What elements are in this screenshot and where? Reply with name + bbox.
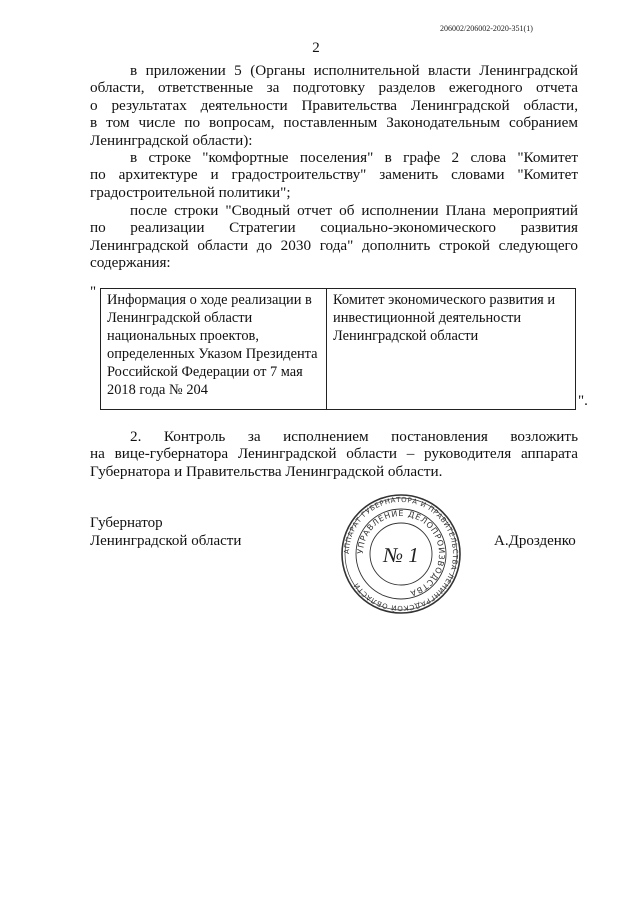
- after-row-line: Ленинградской области до 2030 года" дополнить строкой следующего: [90, 236, 578, 254]
- intro-line: области, ответственные за подготовку разделов ежегодного отчета: [90, 79, 578, 97]
- seal-outer-text: АППАРАТ ГУБЕРНАТОРА И ПРАВИТЕЛЬСТВА ЛЕНИНГРАДСКОЙ ОБЛАСТИ: [342, 495, 460, 613]
- signatory-name: А.Дрозденко: [494, 533, 576, 549]
- after-row-line: содержания:: [90, 254, 171, 272]
- table-row: [101, 289, 576, 410]
- after-row-line: по реализации Стратегии социально-экономического развития: [90, 219, 578, 237]
- row-change-line: градостроительной политики";: [90, 183, 291, 201]
- signatory-title-line1: Губернатор: [90, 515, 163, 531]
- seal-number: № 1: [383, 543, 419, 567]
- intro-paragraph: [90, 62, 578, 149]
- table-cell-committee: Комитет экономического развития и инвестиционной деятельности Ленинградской области: [327, 289, 576, 410]
- seal-inner-text: УПРАВЛЕНИЕ ДЕЛОПРОИЗВОДСТВА: [355, 508, 447, 598]
- row-change-line: в строке "комфортные поселения" в графе 2 слова "Комитет: [130, 149, 578, 166]
- after-row-paragraph: [90, 202, 578, 272]
- item2-line: Губернатора и Правительства Ленинградской области.: [90, 462, 443, 480]
- inserted-row-table: [100, 288, 576, 410]
- close-quote: ".: [578, 393, 588, 409]
- signatory-title: [90, 514, 241, 550]
- intro-line: в приложении 5 (Органы исполнительной власти Ленинградской: [130, 62, 578, 79]
- intro-line: о результатах деятельности Правительства Ленинградской области,: [90, 96, 578, 114]
- row-change-paragraph: [90, 149, 578, 201]
- item2-line: 2. Контроль за исполнением постановления возложить: [130, 428, 578, 445]
- after-row-line: после строки "Сводный отчет об исполнении Плана мероприятий: [130, 202, 578, 219]
- open-quote: ": [90, 284, 97, 300]
- item2-paragraph: [90, 428, 578, 480]
- page-number: 2: [312, 40, 320, 56]
- intro-line: в том числе по вопросам, поставленным Законодательным собранием: [90, 114, 578, 132]
- table-cell-info: Информация о ходе реализации в Ленинградской области национальных проектов, определенных Указом Президента Российской Федерации от 7 мая 2018 года № 204: [101, 289, 327, 410]
- item2-line: на вице-губернатора Ленинградской области – руководителя аппарата: [90, 445, 578, 463]
- row-change-line: по архитектуре и градостроительству" заменить словами "Комитет: [90, 166, 578, 184]
- document-id: 206002/206002-2020-351(1): [440, 24, 533, 33]
- intro-line: Ленинградской области):: [90, 131, 253, 149]
- signatory-title-line2: Ленинградской области: [90, 533, 242, 549]
- official-seal: [340, 493, 462, 615]
